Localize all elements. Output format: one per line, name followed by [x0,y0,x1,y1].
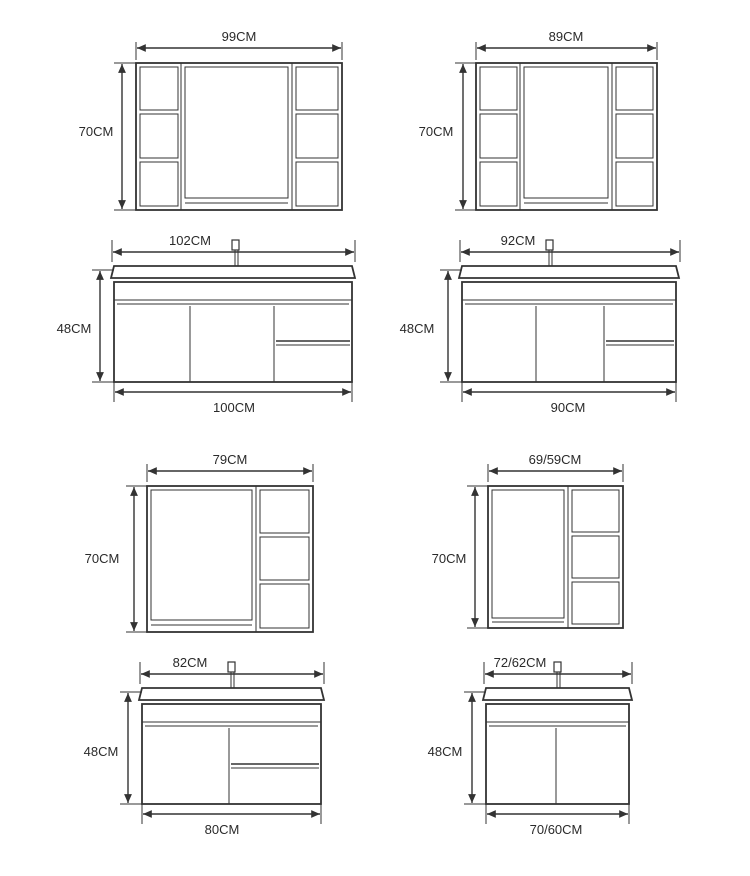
mirror-cabinet-2 [419,29,657,210]
cabinet-width-label: 69/59CM [528,452,582,467]
unit-4 [428,452,632,837]
cabinet-frame [136,63,342,210]
cabinet-height-label: 70CM [78,124,114,139]
cabinet-width-label: 99CM [221,29,257,44]
faucet-icon [228,662,235,672]
faucet-icon [232,240,239,250]
vanity-body [114,282,352,382]
top-width-label: 82CM [172,655,208,670]
cabinet-height-label: 70CM [84,551,120,566]
vanity-body [462,282,676,382]
vanity-body [142,704,321,804]
top-width-label: 92CM [500,233,536,248]
vanity-top [139,688,324,700]
faucet-icon [546,240,553,250]
vanity-height-label: 48CM [427,744,463,759]
vanity-4 [428,655,632,837]
cabinet-width-label: 79CM [212,452,248,467]
top-width-label: 72/62CM [493,655,547,670]
faucet-icon [554,662,561,672]
mirror-cabinet-3 [85,452,313,632]
vanity-height-label: 48CM [399,321,435,336]
vanity-height-label: 48CM [56,321,92,336]
cabinet-width-label: 89CM [548,29,584,44]
vanity-body [486,704,629,804]
vanity-1 [57,233,355,415]
vanity-3 [84,655,324,837]
unit-1 [57,29,355,415]
vanity-height-label: 48CM [83,744,119,759]
top-width-label: 102CM [169,233,211,248]
unit-2 [400,29,680,415]
base-width-label: 70/60CM [529,822,583,837]
base-width-label: 90CM [550,400,586,415]
mirror-cabinet-4 [432,452,623,628]
cabinet-frame [476,63,657,210]
vanity-top [111,266,355,278]
base-width-label: 80CM [204,822,240,837]
base-width-label: 100CM [213,400,255,415]
cabinet-frame [147,486,313,632]
cabinet-height-label: 70CM [431,551,467,566]
cabinet-frame [488,486,623,628]
unit-3 [84,452,324,837]
vanity-2 [400,233,680,415]
vanity-top [483,688,632,700]
mirror-cabinet-1 [79,29,342,210]
cabinet-height-label: 70CM [418,124,454,139]
vanity-top [459,266,679,278]
